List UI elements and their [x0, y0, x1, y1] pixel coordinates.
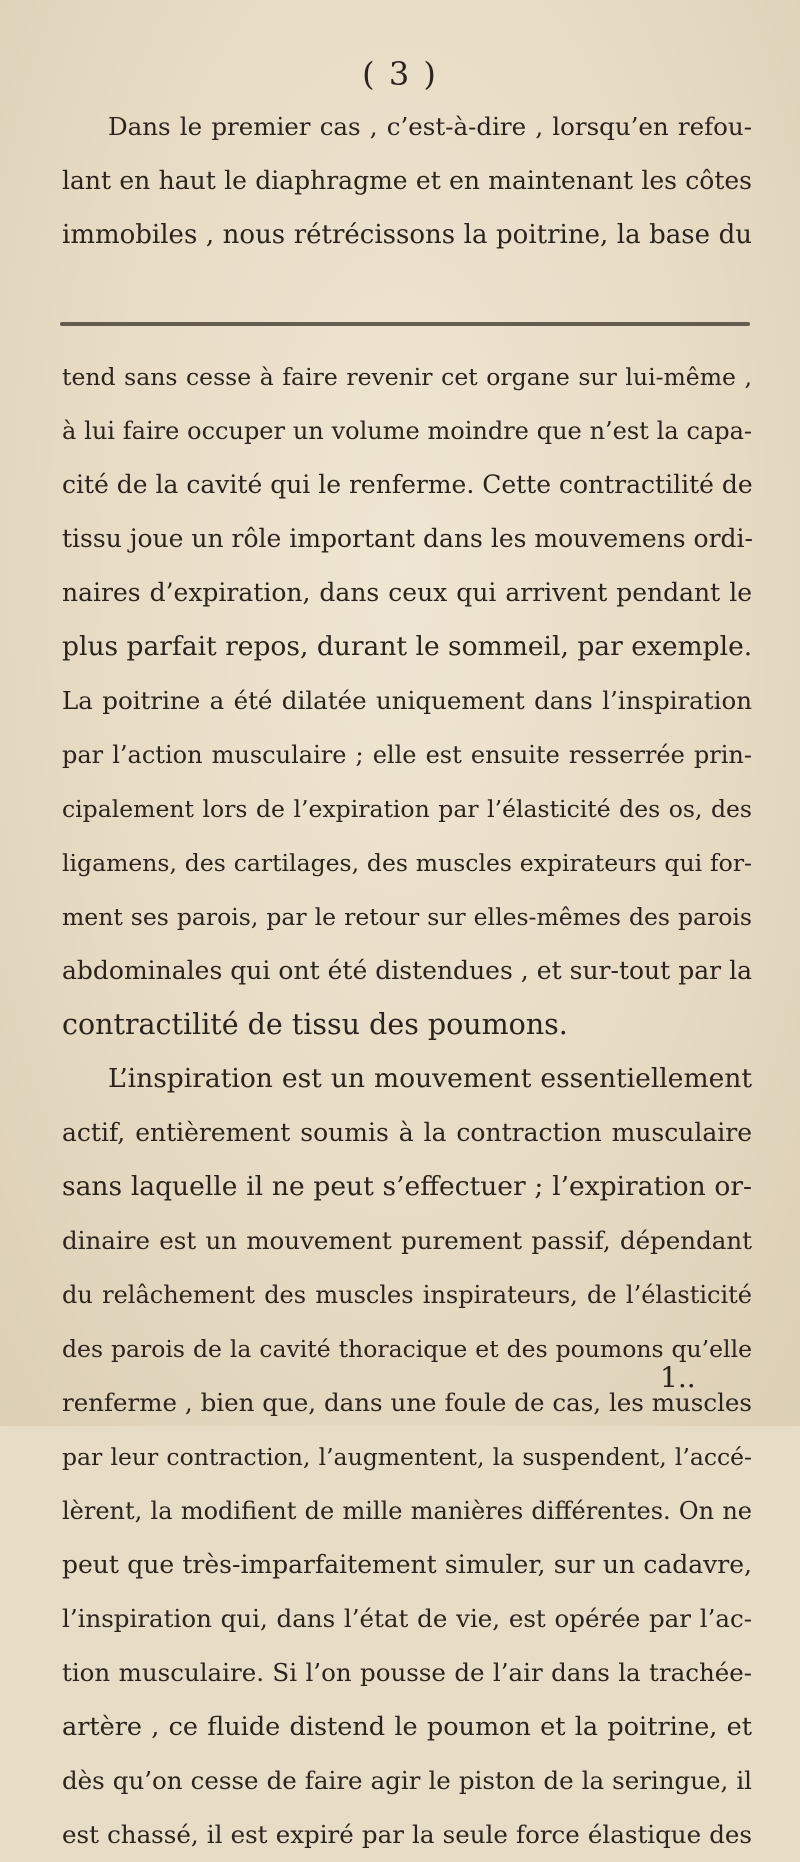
text-line: peut que très-imparfaitement simuler, sur un cadavre, — [62, 1550, 752, 1579]
text-line: abdominales qui ont été distendues , et sur-tout par la — [62, 956, 752, 985]
text-line: L’inspiration est un mouvement essentiellement — [108, 1063, 752, 1094]
page-number: ( 3 ) — [362, 55, 438, 93]
text-line: renferme , bien que, dans une foule de cas, les muscles — [62, 1388, 752, 1417]
text-line: artère , ce fluide distend le poumon et la poitrine, et — [62, 1712, 752, 1742]
text-line: ligamens, des cartilages, des muscles expirateurs qui for- — [62, 849, 752, 877]
text-line: des parois de la cavité thoracique et des poumons qu’elle — [62, 1335, 752, 1363]
text-line: ment ses parois, par le retour sur elles-mêmes des parois — [62, 903, 752, 931]
catchword: 1.. — [660, 1361, 696, 1394]
text-line: à lui faire occuper un volume moindre que n’est la capa- — [62, 417, 752, 445]
text-line: immobiles , nous rétrécissons la poitrine, la base du — [62, 220, 752, 250]
text-line: par leur contraction, l’augmentent, la suspendent, l’accé- — [62, 1443, 752, 1471]
text-line: tend sans cesse à faire revenir cet organe sur lui-même , — [62, 363, 752, 391]
text-line: l’inspiration qui, dans l’état de vie, est opérée par l’ac- — [62, 1604, 752, 1633]
main-text — [62, 350, 752, 1862]
text-line: tion musculaire. Si l’on pousse de l’air dans la trachée- — [62, 1658, 752, 1687]
text-line: plus parfait repos, durant le sommeil, par exemple. — [62, 631, 753, 662]
text-line: contractilité de tissu des poumons. — [62, 1008, 568, 1041]
text-line: cité de la cavité qui le renferme. Cette contractilité de — [62, 470, 753, 499]
text-line: dinaire est un mouvement purement passif, dépendant — [62, 1226, 752, 1255]
text-line: lèrent, la modifient de mille manières différentes. On ne — [62, 1497, 752, 1525]
text-line: sans laquelle il ne peut s’effectuer ; l’expiration or- — [62, 1171, 752, 1202]
text-line: dès qu’on cesse de faire agir le piston de la seringue, il — [62, 1766, 752, 1795]
text-line: du relâchement des muscles inspirateurs, de l’élasticité — [62, 1281, 752, 1309]
text-line: La poitrine a été dilatée uniquement dans l’inspiration — [62, 686, 752, 715]
top-paragraph-fragment — [62, 100, 752, 262]
text-line: par l’action musculaire ; elle est ensuite resserrée prin- — [62, 741, 752, 769]
text-line: naires d’expiration, dans ceux qui arrivent pendant le — [62, 578, 752, 607]
strike-rule — [60, 322, 750, 326]
text-line: lant en haut le diaphragme et en maintenant les côtes — [62, 166, 752, 195]
text-line: Dans le premier cas , c’est-à-dire , lorsqu’en refou- — [108, 112, 752, 141]
text-line: cipalement lors de l’expiration par l’élasticité des os, des — [62, 795, 752, 823]
text-line: tissu joue un rôle important dans les mouvemens ordi- — [62, 524, 753, 553]
text-line: est chassé, il est expiré par la seule force élastique des — [62, 1820, 752, 1849]
text-line: actif, entièrement soumis à la contraction musculaire — [62, 1118, 752, 1147]
